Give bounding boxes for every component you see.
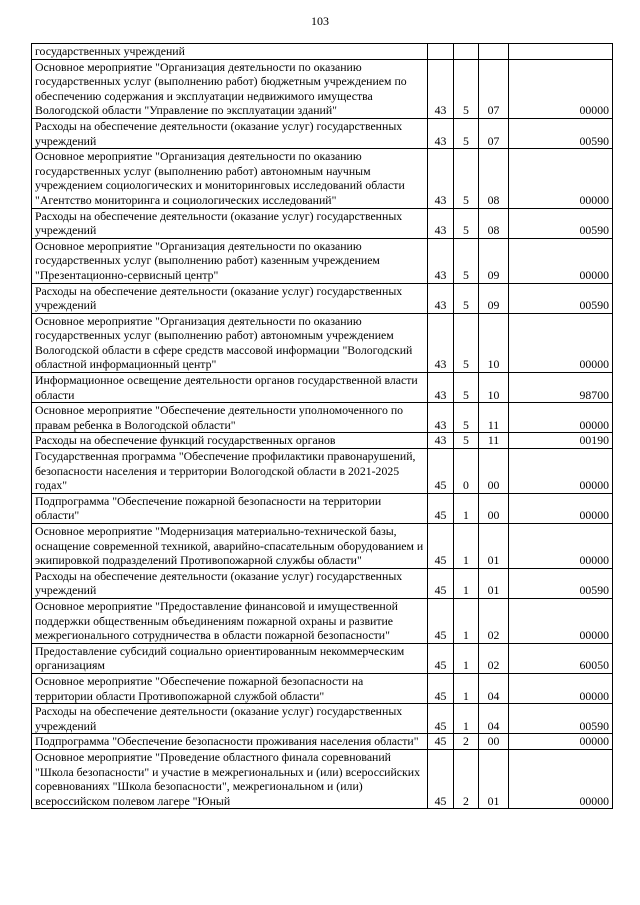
cell-direction-code: 98700 (509, 373, 613, 403)
cell-subprogram-code: 1 (454, 568, 479, 598)
cell-event-code: 09 (479, 283, 509, 313)
table-row (32, 524, 613, 569)
cell-description: Основное мероприятие "Проведение областного финала соревнований "Школа безопасности" и участие в межрегиональных и (или) всероссийских соревнованиях "Школа безопасности", межрегиональном и (или) всероссийском полевом лагере "Юный (32, 749, 428, 808)
cell-subprogram-code: 5 (454, 59, 479, 118)
cell-description: Расходы на обеспечение деятельности (оказание услуг) государственных учреждений (32, 283, 428, 313)
cell-event-code: 07 (479, 59, 509, 118)
cell-event-code: 02 (479, 598, 509, 643)
cell-direction-code: 00000 (509, 59, 613, 118)
cell-description: Основное мероприятие "Организация деятельности по оказанию государственных услуг (выполнению работ) казенным учреждением "Презентационно-сервисный центр" (32, 238, 428, 283)
cell-direction-code: 00000 (509, 313, 613, 372)
table-row (32, 403, 613, 433)
cell-direction-code: 00000 (509, 238, 613, 283)
cell-event-code: 07 (479, 118, 509, 148)
cell-description: Расходы на обеспечение деятельности (оказание услуг) государственных учреждений (32, 568, 428, 598)
cell-event-code: 08 (479, 208, 509, 238)
cell-description: Расходы на обеспечение деятельности (оказание услуг) государственных учреждений (32, 208, 428, 238)
cell-program-code: 43 (428, 118, 454, 148)
cell-description: Подпрограмма "Обеспечение безопасности проживания населения области" (32, 734, 428, 750)
cell-subprogram-code: 2 (454, 749, 479, 808)
cell-direction-code: 00000 (509, 524, 613, 569)
cell-subprogram-code: 5 (454, 238, 479, 283)
cell-direction-code: 00590 (509, 208, 613, 238)
cell-subprogram-code: 1 (454, 493, 479, 523)
cell-description: Основное мероприятие "Предоставление финансовой и имущественной поддержки общественным объединениям пожарной охраны и развитие межрегионального сотрудничества в области пожарной безопасности" (32, 598, 428, 643)
cell-program-code: 45 (428, 568, 454, 598)
table-row (32, 44, 613, 60)
cell-description: Основное мероприятие "Обеспечение деятельности уполномоченного по правам ребенка в Вологодской области" (32, 403, 428, 433)
table-row (32, 313, 613, 372)
cell-program-code (428, 44, 454, 60)
cell-program-code: 45 (428, 449, 454, 494)
cell-event-code: 00 (479, 493, 509, 523)
cell-description: государственных учреждений (32, 44, 428, 60)
budget-table (31, 43, 613, 809)
cell-program-code: 43 (428, 238, 454, 283)
cell-direction-code: 00190 (509, 433, 613, 449)
cell-subprogram-code: 5 (454, 149, 479, 208)
cell-program-code: 45 (428, 734, 454, 750)
cell-program-code: 45 (428, 704, 454, 734)
cell-subprogram-code: 5 (454, 208, 479, 238)
cell-direction-code: 00000 (509, 449, 613, 494)
cell-program-code: 43 (428, 59, 454, 118)
cell-subprogram-code: 0 (454, 449, 479, 494)
cell-program-code: 45 (428, 643, 454, 673)
cell-event-code: 01 (479, 524, 509, 569)
cell-description: Основное мероприятие "Модернизация материально-технической базы, оснащение современной техникой, аварийно-спасательным оборудованием и экипировкой подразделений Противопожарной службы области" (32, 524, 428, 569)
cell-direction-code: 00000 (509, 149, 613, 208)
cell-description: Основное мероприятие "Организация деятельности по оказанию государственных услуг (выполнению работ) автономным учреждением Вологодской области в сфере средств массовой информации "Вологодский областной информационный центр" (32, 313, 428, 372)
cell-description: Предоставление субсидий социально ориентированным некоммерческим организациям (32, 643, 428, 673)
cell-description: Расходы на обеспечение функций государственных органов (32, 433, 428, 449)
cell-event-code: 01 (479, 568, 509, 598)
cell-direction-code: 00000 (509, 493, 613, 523)
cell-event-code: 04 (479, 673, 509, 703)
cell-subprogram-code: 1 (454, 673, 479, 703)
cell-description: Подпрограмма "Обеспечение пожарной безопасности на территории области" (32, 493, 428, 523)
cell-direction-code: 00000 (509, 749, 613, 808)
cell-description: Основное мероприятие "Организация деятельности по оказанию государственных услуг (выполнению работ) бюджетным учреждением по обеспечению содержания и эксплуатации недвижимого имущества Вологодской области "Управление по эксплуатации зданий" (32, 59, 428, 118)
cell-event-code (479, 44, 509, 60)
cell-description: Информационное освещение деятельности органов государственной власти области (32, 373, 428, 403)
cell-direction-code: 00590 (509, 704, 613, 734)
cell-direction-code: 00000 (509, 734, 613, 750)
table-row (32, 208, 613, 238)
cell-event-code: 09 (479, 238, 509, 283)
table-row (32, 149, 613, 208)
table-row (32, 734, 613, 750)
cell-program-code: 45 (428, 749, 454, 808)
cell-event-code: 02 (479, 643, 509, 673)
cell-description: Основное мероприятие "Обеспечение пожарной безопасности на территории области Противопожарной службой области" (32, 673, 428, 703)
cell-direction-code: 60050 (509, 643, 613, 673)
cell-description: Расходы на обеспечение деятельности (оказание услуг) государственных учреждений (32, 118, 428, 148)
cell-subprogram-code: 1 (454, 524, 479, 569)
table-row (32, 433, 613, 449)
table-row (32, 118, 613, 148)
cell-description: Основное мероприятие "Организация деятельности по оказанию государственных услуг (выполнению работ) автономным научным учреждением социологических и мониторинговых исследований области "Агентство мониторинга и социологических исследований" (32, 149, 428, 208)
cell-program-code: 43 (428, 433, 454, 449)
cell-program-code: 43 (428, 373, 454, 403)
table-row (32, 643, 613, 673)
cell-direction-code: 00590 (509, 283, 613, 313)
cell-direction-code: 00000 (509, 598, 613, 643)
cell-program-code: 45 (428, 598, 454, 643)
table-body (32, 44, 613, 809)
cell-program-code: 45 (428, 493, 454, 523)
cell-subprogram-code: 1 (454, 643, 479, 673)
cell-subprogram-code: 5 (454, 283, 479, 313)
cell-event-code: 04 (479, 704, 509, 734)
cell-program-code: 43 (428, 403, 454, 433)
cell-event-code: 11 (479, 403, 509, 433)
cell-program-code: 43 (428, 149, 454, 208)
cell-event-code: 08 (479, 149, 509, 208)
table-row (32, 238, 613, 283)
cell-event-code: 01 (479, 749, 509, 808)
table-row (32, 568, 613, 598)
table-row (32, 749, 613, 808)
cell-subprogram-code: 1 (454, 704, 479, 734)
cell-direction-code: 00590 (509, 568, 613, 598)
cell-direction-code: 00000 (509, 403, 613, 433)
cell-program-code: 45 (428, 673, 454, 703)
cell-subprogram-code: 2 (454, 734, 479, 750)
cell-subprogram-code: 5 (454, 118, 479, 148)
cell-program-code: 43 (428, 313, 454, 372)
cell-subprogram-code: 5 (454, 313, 479, 372)
table-row (32, 493, 613, 523)
table-row (32, 59, 613, 118)
page-number: 103 (311, 14, 329, 28)
cell-subprogram-code: 1 (454, 598, 479, 643)
cell-program-code: 43 (428, 283, 454, 313)
table-row (32, 373, 613, 403)
cell-event-code: 10 (479, 313, 509, 372)
cell-subprogram-code: 5 (454, 373, 479, 403)
table-row (32, 449, 613, 494)
cell-program-code: 45 (428, 524, 454, 569)
table-row (32, 598, 613, 643)
cell-program-code: 43 (428, 208, 454, 238)
cell-description: Расходы на обеспечение деятельности (оказание услуг) государственных учреждений (32, 704, 428, 734)
cell-event-code: 10 (479, 373, 509, 403)
cell-event-code: 00 (479, 449, 509, 494)
table-row (32, 283, 613, 313)
cell-subprogram-code (454, 44, 479, 60)
cell-event-code: 11 (479, 433, 509, 449)
cell-subprogram-code: 5 (454, 433, 479, 449)
table-row (32, 673, 613, 703)
cell-direction-code: 00000 (509, 673, 613, 703)
cell-event-code: 00 (479, 734, 509, 750)
cell-direction-code: 00590 (509, 118, 613, 148)
cell-description: Государственная программа "Обеспечение профилактики правонарушений, безопасности населения и территории Вологодской области в 2021-2025 годах" (32, 449, 428, 494)
cell-direction-code (509, 44, 613, 60)
table-row (32, 704, 613, 734)
cell-subprogram-code: 5 (454, 403, 479, 433)
